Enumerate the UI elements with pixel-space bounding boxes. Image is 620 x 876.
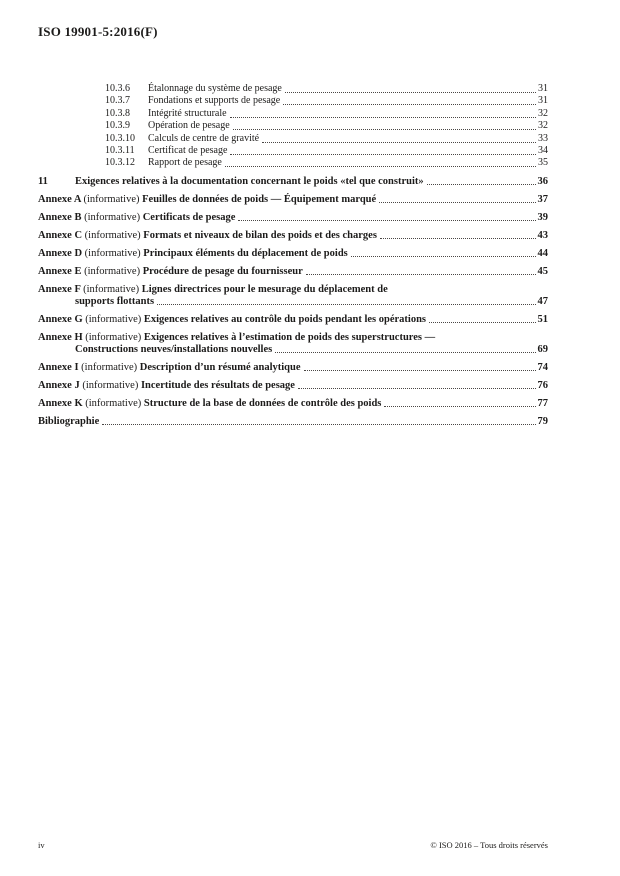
dotted-leader [102, 424, 535, 425]
toc-entry-label: Intégrité structurale [148, 107, 227, 119]
toc-page-number: 36 [537, 175, 548, 187]
toc-entry[interactable] [38, 332, 548, 356]
toc-entry-label: Description d’un résumé analytique [139, 361, 301, 373]
folio-page-number: iv [38, 840, 45, 850]
toc-annexe-qualifier: (informative) [83, 283, 142, 295]
toc-annexe-prefix: Annexe A [38, 193, 84, 205]
toc-entry[interactable] [38, 230, 548, 242]
toc-entry[interactable] [38, 95, 548, 107]
toc-annexe-prefix: Annexe G [38, 313, 86, 325]
toc-page-number: 79 [537, 415, 548, 427]
dotted-leader [379, 202, 535, 203]
dotted-leader [157, 304, 535, 305]
toc-entry-label: Calculs de centre de gravité [148, 132, 260, 144]
toc-entry-text [38, 362, 301, 374]
toc-page-number: 43 [537, 229, 548, 241]
toc-entry-label: Feuilles de données de poids — Équipement marqué [142, 193, 377, 205]
toc-entry-text [105, 83, 282, 95]
dotted-leader [238, 220, 535, 221]
toc-entry-number: 10.3.11 [105, 145, 135, 157]
toc-entry-label: Formats et niveaux de bilan des poids et des charges [143, 229, 377, 241]
toc-entry[interactable] [38, 145, 548, 157]
toc-page-number: 76 [537, 379, 548, 391]
toc-entry[interactable] [38, 248, 548, 260]
toc-annexe-qualifier: (informative) [84, 247, 144, 259]
toc-entry-text [105, 133, 259, 145]
toc-page-number: 44 [537, 247, 548, 259]
toc-entry[interactable] [38, 212, 548, 224]
toc-annexe-prefix: Annexe H [38, 331, 86, 343]
document-title: ISO 19901-5:2016(F) [38, 24, 158, 39]
toc-entry-number: 10.3.10 [105, 132, 135, 144]
toc-entry[interactable] [38, 108, 548, 120]
toc-page-number: 45 [537, 265, 548, 277]
dotted-leader [262, 142, 536, 143]
toc-entry[interactable] [38, 416, 548, 428]
toc-entry-text [38, 212, 235, 224]
toc-annexe-prefix: Annexe I [38, 361, 82, 373]
toc-annexe-qualifier: (informative) [84, 211, 143, 223]
toc-entry-text [105, 95, 280, 107]
dotted-leader [230, 117, 536, 118]
dotted-leader [351, 256, 536, 257]
dotted-leader [298, 388, 536, 389]
toc-entry-number: 11 [38, 175, 48, 187]
toc-entry-label: Procédure de pesage du fournisseur [142, 265, 303, 277]
dotted-leader [304, 370, 536, 371]
toc-entry[interactable] [38, 398, 548, 410]
toc-entry-label: Incertitude des résultats de pesage [140, 379, 295, 391]
toc-page-number: 77 [537, 397, 548, 409]
toc-annexe-prefix: Annexe C [38, 229, 85, 241]
toc-annexe-qualifier: (informative) [85, 397, 144, 409]
toc-entry[interactable] [38, 284, 548, 308]
toc-page-number: 32 [538, 107, 548, 119]
toc-page-number: 31 [538, 95, 548, 107]
toc-page-number: 69 [537, 343, 548, 355]
toc-entry-number: 10.3.6 [105, 83, 130, 94]
toc-annexe-prefix: Annexe B [38, 211, 85, 223]
toc-annexe-prefix: Annexe E [38, 265, 85, 277]
toc-entry-label: Certificat de pesage [148, 145, 228, 157]
toc-entry-text [38, 248, 348, 260]
toc-entry[interactable] [38, 380, 548, 392]
toc-entry-text [105, 120, 230, 132]
toc-annexe-qualifier: (informative) [82, 379, 141, 391]
toc-entry-number: 10.3.12 [105, 157, 135, 169]
toc-page-number: 51 [537, 313, 548, 325]
dotted-leader [230, 154, 536, 155]
toc-annexe-qualifier: (informative) [83, 193, 143, 205]
toc-entry-text [105, 157, 222, 169]
toc-entry-label: Exigences relatives à l’estimation de poids des superstructures — [143, 331, 436, 343]
toc-page-number: 34 [538, 145, 548, 157]
toc-entry-label: Bibliographie [38, 415, 100, 427]
dotted-leader [380, 238, 536, 239]
toc-entry-text [38, 266, 303, 278]
toc-annexe-prefix: Annexe J [38, 379, 83, 391]
toc-entry-label: Opération de pesage [148, 120, 230, 132]
toc-entry-label: Fondations et supports de pesage [148, 95, 281, 107]
toc-entry[interactable] [38, 157, 548, 169]
toc-entry[interactable] [38, 83, 548, 95]
toc-entry-label: Étalonnage du système de pesage [148, 83, 282, 94]
toc-entry-label: Rapport de pesage [148, 157, 222, 169]
dotted-leader [275, 352, 535, 353]
toc-entry[interactable] [38, 314, 548, 326]
toc-entry[interactable] [38, 266, 548, 278]
toc-page-number: 47 [537, 295, 548, 307]
dotted-leader [233, 129, 536, 130]
toc-annexe-qualifier: (informative) [85, 313, 144, 325]
toc-entry-label-continued: supports flottants [75, 295, 155, 307]
toc-annexe-qualifier: (informative) [85, 331, 144, 343]
toc-entry-number: 10.3.9 [105, 120, 130, 132]
copyright-notice: © ISO 2016 – Tous droits réservés [430, 840, 548, 850]
dotted-leader [283, 104, 536, 105]
toc-entry-label: Principaux éléments du déplacement de poids [143, 247, 348, 259]
toc-entry-text [75, 296, 154, 308]
toc-entry[interactable] [38, 120, 548, 132]
dotted-leader [384, 406, 535, 407]
toc-page-number: 37 [537, 193, 548, 205]
dotted-leader [429, 322, 535, 323]
toc-page-number: 35 [538, 157, 548, 169]
toc-entry-number: 10.3.8 [105, 107, 130, 119]
toc-page-number: 31 [538, 83, 548, 94]
toc-entry-label: Lignes directrices pour le mesurage du déplacement de [141, 283, 388, 295]
toc-entry-text [38, 398, 381, 410]
toc-entry[interactable] [38, 133, 548, 145]
toc-annexe-qualifier: (informative) [84, 229, 144, 241]
toc-page-number: 74 [537, 361, 548, 373]
toc-entry-label: Exigences relatives à la documentation concernant le poids «tel que construit» [75, 175, 424, 187]
toc-entry-text [38, 194, 376, 206]
toc-entry-text [105, 108, 227, 120]
toc-entry-label: Certificats de pesage [142, 211, 236, 223]
toc-annexe-prefix: Annexe K [38, 397, 86, 409]
dotted-leader [427, 184, 536, 185]
toc-entry[interactable] [38, 362, 548, 374]
page-header [38, 24, 548, 40]
toc-page-number: 33 [538, 132, 548, 144]
toc-entry-text [38, 314, 426, 326]
toc-entry-number: 10.3.7 [105, 95, 130, 107]
toc-entry-text [105, 145, 227, 157]
page-footer [38, 840, 548, 850]
dotted-leader [225, 166, 536, 167]
toc-entry-text [38, 230, 377, 242]
toc-entry[interactable] [38, 194, 548, 206]
toc-annexe-qualifier: (informative) [84, 265, 143, 277]
dotted-leader [285, 92, 536, 93]
table-of-contents [38, 83, 548, 428]
toc-annexe-prefix: Annexe D [38, 247, 85, 259]
toc-entry-text [38, 176, 424, 188]
toc-entry-text [75, 344, 272, 356]
toc-entry-text [38, 380, 295, 392]
toc-entry-label: Structure de la base de données de contrôle des poids [143, 397, 382, 409]
toc-page-number: 32 [538, 120, 548, 132]
toc-page-number: 39 [537, 211, 548, 223]
toc-entry[interactable] [38, 176, 548, 188]
toc-entry-label: Exigences relatives au contrôle du poids pendant les opérations [143, 313, 427, 325]
dotted-leader [306, 274, 536, 275]
toc-annexe-qualifier: (informative) [81, 361, 140, 373]
toc-entry-label-continued: Constructions neuves/installations nouvelles [75, 343, 273, 355]
toc-entry-text [38, 416, 99, 428]
toc-annexe-prefix: Annexe F [38, 283, 84, 295]
